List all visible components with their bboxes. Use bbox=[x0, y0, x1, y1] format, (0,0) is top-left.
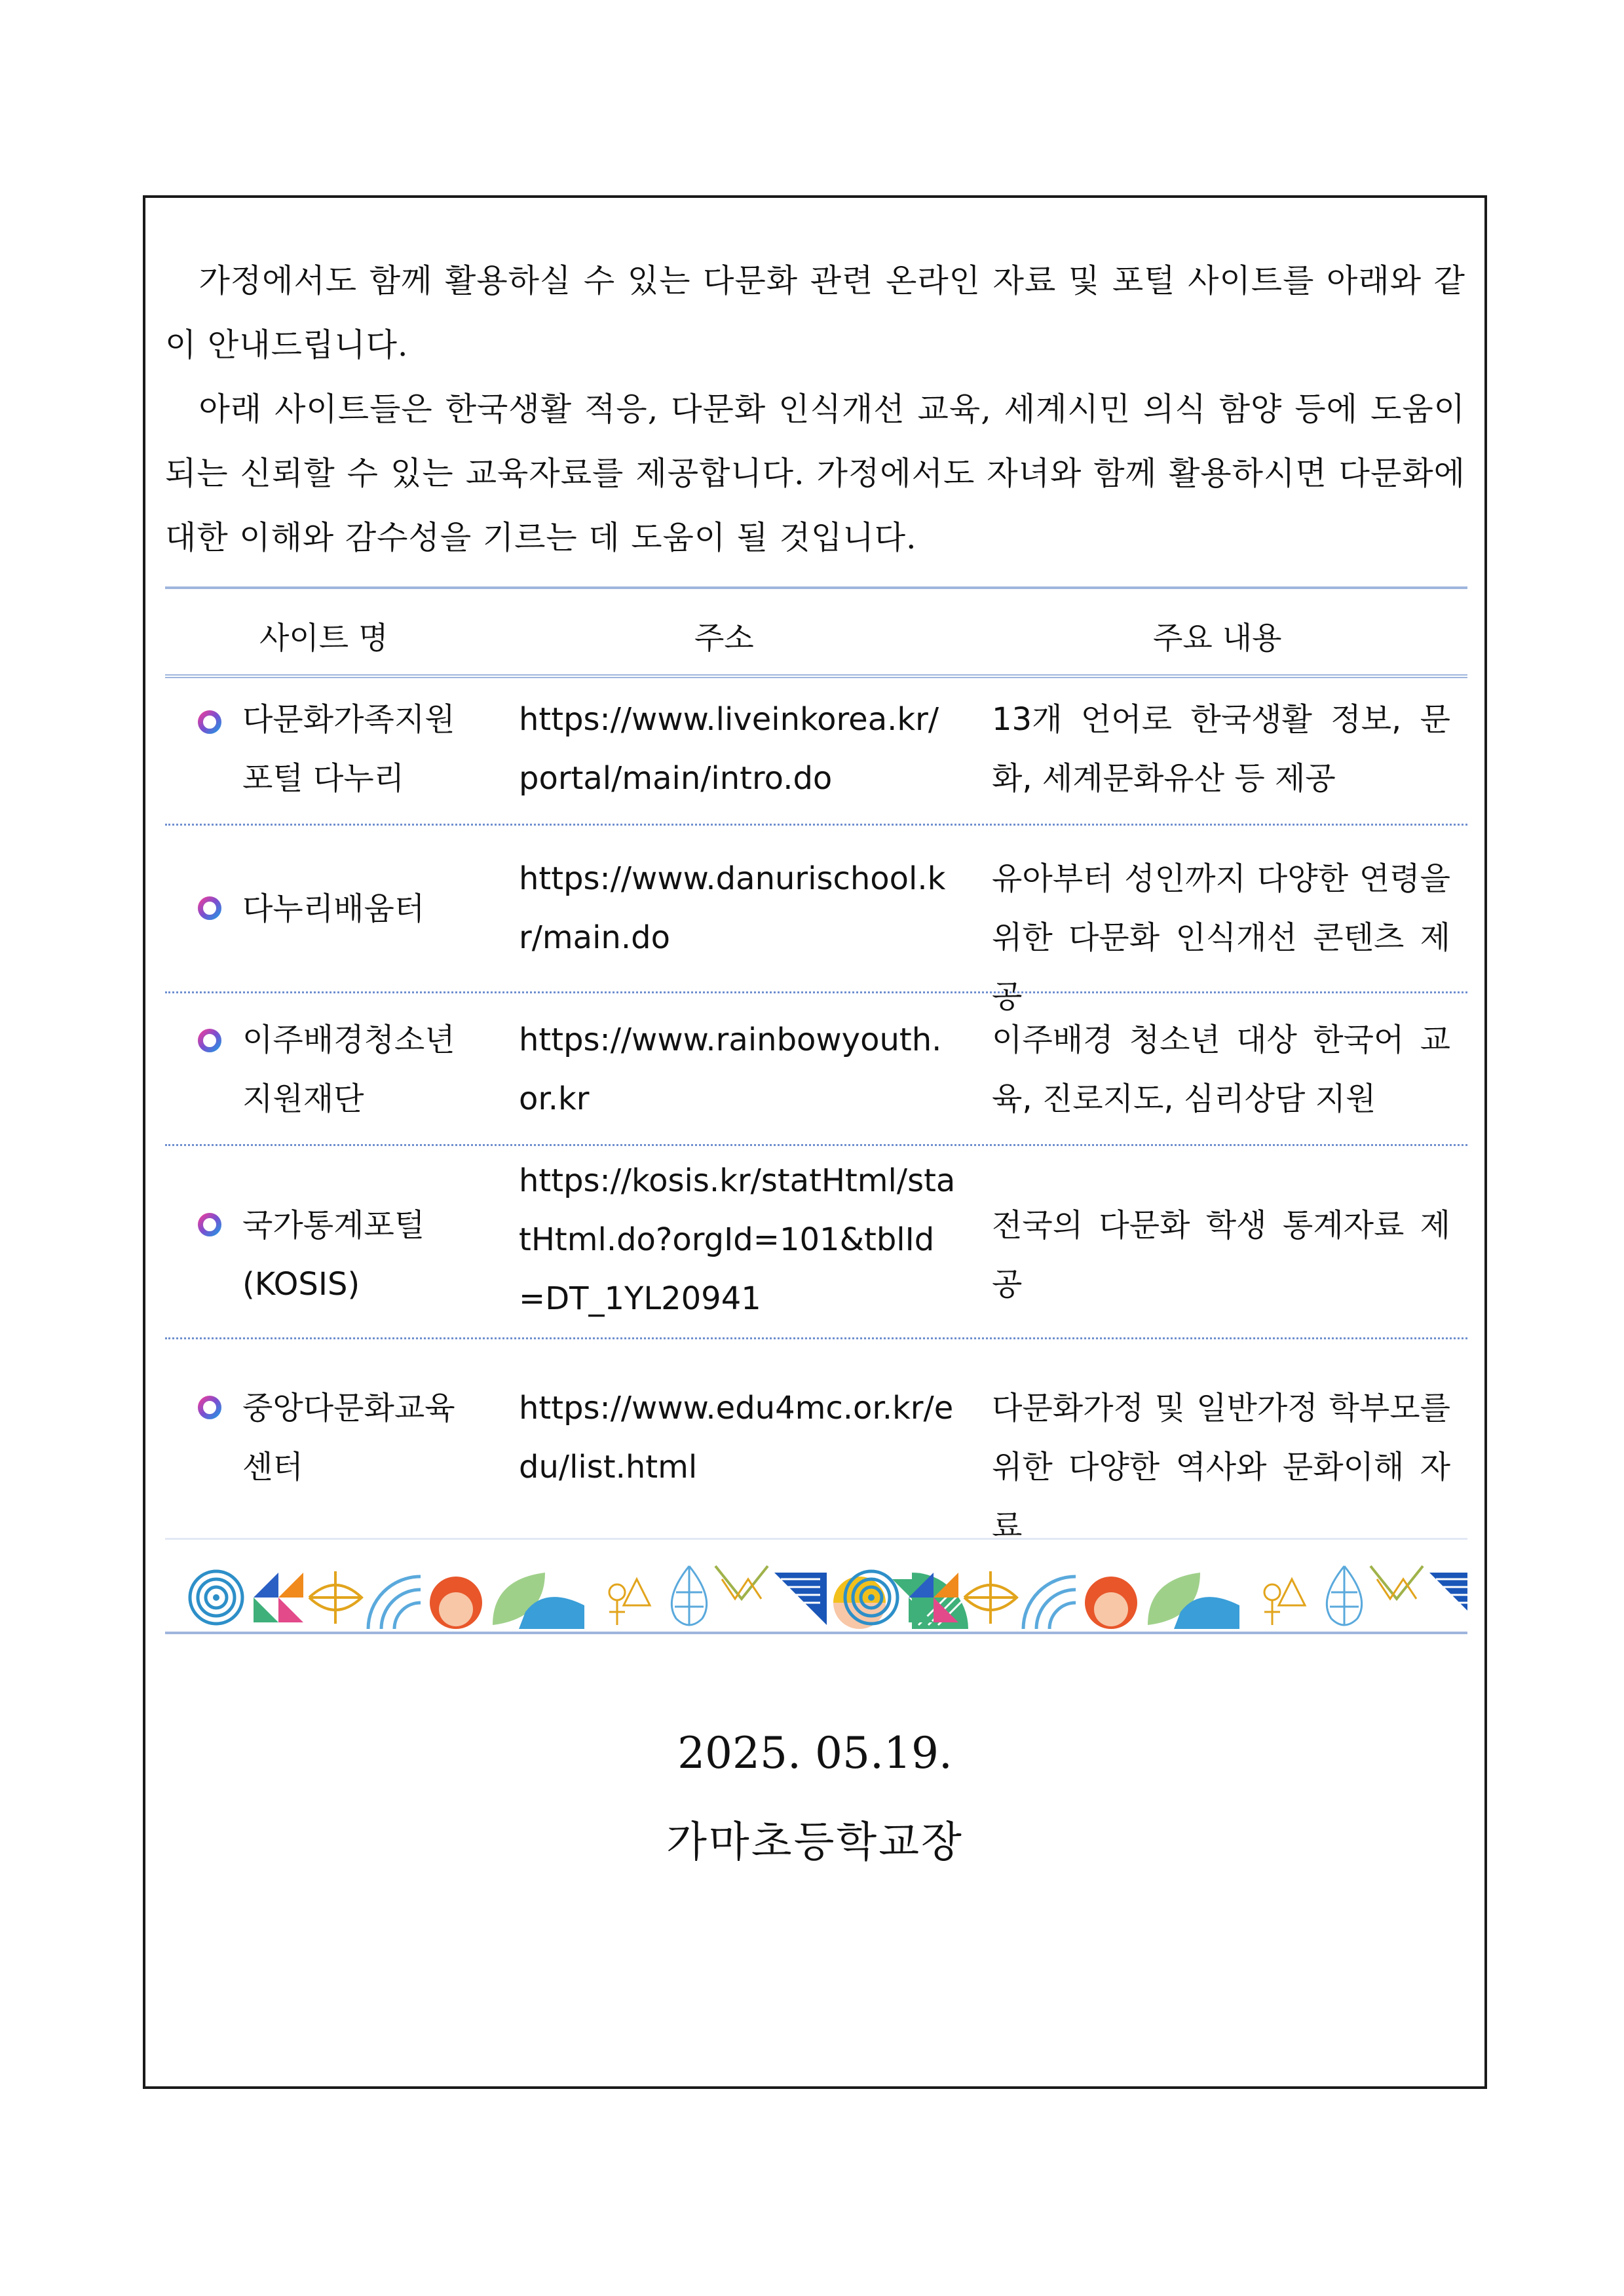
site-url[interactable]: https://www.danurischool.kr/main.do bbox=[519, 860, 946, 956]
table-row bbox=[165, 826, 1467, 1015]
header-content: 주요 내용 bbox=[1153, 621, 1282, 657]
table-row bbox=[165, 1339, 1467, 1544]
site-name: 다누리배움터 bbox=[242, 890, 425, 927]
site-name: 이주배경청소년 지원재단 bbox=[242, 1022, 455, 1117]
table-row bbox=[165, 1146, 1467, 1339]
site-content: 전국의 다문화 학생 통계자료 제공 bbox=[992, 1207, 1450, 1303]
ring-bullet-icon bbox=[197, 1027, 223, 1054]
header-site-name: 사이트 명 bbox=[259, 621, 388, 657]
table-row bbox=[165, 993, 1467, 1146]
site-url[interactable]: https://www.rainbowyouth.or.kr bbox=[519, 1022, 942, 1117]
header-address: 주소 bbox=[694, 621, 754, 657]
site-content: 다문화가정 및 일반가정 학부모를 위한 다양한 역사와 문화이해 자료 bbox=[992, 1390, 1450, 1544]
site-content: 13개 언어로 한국생활 정보, 문화, 세계문화유산 등 제공 bbox=[992, 701, 1450, 797]
site-name: 국가통계포털 (KOSIS) bbox=[242, 1207, 425, 1303]
ring-bullet-icon bbox=[197, 1212, 223, 1238]
intro-paragraph-2: 아래 사이트들은 한국생활 적응, 다문화 인식개선 교육, 세계시민 의식 함양 등에 도움이 되는 신뢰할 수 있는 교육자료를 제공합니다. 가정에서도 자녀와 함께 활용하시면 다문화에 대한 이해와 감수성을 기르는 데 도움이 될 것입니다. bbox=[165, 391, 1465, 556]
site-name: 중앙다문화교육 센터 bbox=[242, 1390, 455, 1485]
ring-bullet-icon bbox=[197, 1394, 223, 1421]
school-principal: 가마초등학교장 bbox=[666, 1818, 964, 1867]
notice-date: 2025. 05.19. bbox=[677, 1728, 953, 1778]
table-row bbox=[165, 678, 1467, 826]
intro-text bbox=[165, 249, 1465, 570]
decorative-pattern-banner bbox=[165, 1538, 1467, 1634]
site-content: 이주배경 청소년 대상 한국어 교육, 진로지도, 심리상담 지원 bbox=[992, 1022, 1450, 1117]
site-url[interactable]: https://www.liveinkorea.kr/portal/main/intro.do bbox=[519, 701, 939, 797]
ring-bullet-icon bbox=[197, 895, 223, 921]
ring-bullet-icon bbox=[197, 709, 223, 735]
notice-frame bbox=[143, 195, 1487, 2089]
pattern-set-2 bbox=[845, 1566, 1467, 1629]
site-url[interactable]: https://kosis.kr/statHtml/statHtml.do?orgId=101&tblId=DT_1YL20941 bbox=[519, 1162, 956, 1317]
intro-paragraph-1: 가정에서도 함께 활용하실 수 있는 다문화 관련 온라인 자료 및 포털 사이트를 아래와 같이 안내드립니다. bbox=[165, 262, 1465, 364]
site-content: 유아부터 성인까지 다양한 연령을 위한 다문화 인식개선 콘텐츠 제공 bbox=[992, 860, 1450, 1015]
site-url[interactable]: https://www.edu4mc.or.kr/edu/list.html bbox=[519, 1390, 954, 1485]
site-table bbox=[165, 586, 1467, 1544]
site-name: 다문화가족지원 포털 다누리 bbox=[242, 701, 455, 797]
table-header bbox=[165, 586, 1467, 678]
